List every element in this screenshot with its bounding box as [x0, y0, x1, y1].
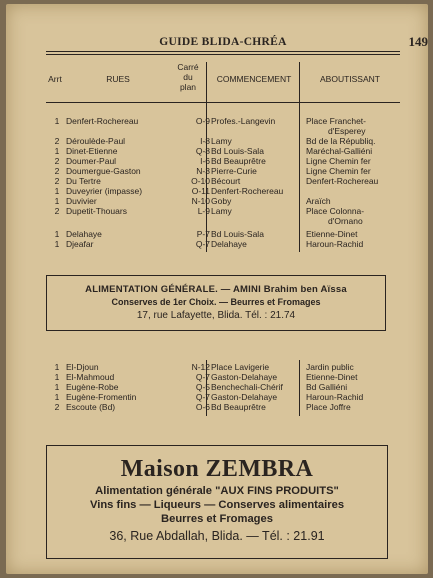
cell-aboutissant: Maréchal-Galliéni [306, 146, 373, 156]
table-row [46, 239, 400, 250]
col-carre-l2: du [183, 72, 193, 82]
ad1-products: Conserves de 1er Choix. — Beurres et Fromages [111, 297, 321, 307]
ad1-address: 17, rue Lafayette, Blida. Tél. : 21.74 [136, 310, 296, 321]
cell-arr: 2 [54, 156, 60, 166]
ad2-line1: Alimentation générale "AUX FINS PRODUITS" [95, 485, 339, 497]
cell-arr: 2 [54, 402, 60, 412]
cell-rue: Duveyrier (impasse) [66, 186, 143, 196]
cell-rue: Djeafar [66, 239, 94, 249]
cell-commencement: Goby [211, 196, 232, 206]
ad1-headline: ALIMENTATION GÉNÉRALE. — AMINI Brahim ben Aïssa [85, 284, 347, 295]
column-heading-rule [46, 102, 400, 103]
cell-commencement: Gaston-Delahaye [211, 392, 278, 402]
cell-commencement: Place Lavigerie [211, 362, 270, 372]
cell-commencement: Gaston-Delahaye [211, 372, 278, 382]
cell-rue: Déroulède-Paul [66, 136, 126, 146]
table-row [46, 402, 400, 413]
cell-arr: 1 [54, 229, 60, 239]
ad2-line3: Beurres et Fromages [161, 513, 273, 525]
cell-aboutissant: Place Colonna- [306, 206, 365, 216]
cell-arr: 1 [54, 382, 60, 392]
col-arrt: Arrt [48, 74, 62, 84]
cell-aboutissant: Haroun-Rachid [306, 392, 364, 402]
advertisement-amini [46, 275, 386, 331]
advertisement-zembra [46, 445, 388, 559]
cell-aboutissant: Place Joffre [306, 402, 351, 412]
cell-aboutissant: Ligne Chemin fer [306, 156, 371, 166]
cell-carre: P-7 [196, 229, 210, 239]
cell-carre: Q-5 [195, 382, 210, 392]
cell-rue: Eugène-Robe [66, 382, 119, 392]
col-commencement: COMMENCEMENT [216, 74, 292, 84]
cell-commencement: Bécourt [211, 176, 241, 186]
cell-carre: N-3 [196, 166, 210, 176]
cell-aboutissant-cont: d'Ornano [328, 216, 363, 226]
cell-carre: O-9 [195, 116, 210, 126]
cell-aboutissant: Jardin public [306, 362, 354, 372]
cell-arr: 1 [54, 392, 60, 402]
header-title: GUIDE BLIDA-CHRÉA [159, 36, 287, 48]
cell-carre: Q-7 [195, 392, 210, 402]
cell-carre: I-6 [200, 156, 210, 166]
cell-arr: 1 [54, 146, 60, 156]
ad2-address: 36, Rue Abdallah, Blida. — Tél. : 21.91 [109, 529, 325, 543]
cell-commencement: Pierre-Curie [211, 166, 257, 176]
cell-rue: Du Tertre [66, 176, 101, 186]
col-carre-l3: plan [179, 82, 197, 92]
ad2-line2: Vins fins — Liqueurs — Conserves alimentaires [89, 499, 345, 511]
cell-rue: Escoute (Bd) [66, 402, 116, 412]
cell-aboutissant: Ligne Chemin fer [306, 166, 371, 176]
cell-arr: 2 [54, 136, 60, 146]
cell-carre: O-11 [191, 186, 210, 196]
cell-commencement: Benchechali-Chérif [211, 382, 283, 392]
col-carre [171, 62, 205, 92]
cell-carre: Q-8 [195, 146, 210, 156]
cell-aboutissant: Denfert-Rochereau [306, 176, 379, 186]
cell-commencement: Bd Louis-Sala [211, 229, 264, 239]
cell-commencement: Profes.-Langevin [211, 116, 276, 126]
cell-arr: 1 [54, 196, 60, 206]
col-carre-l1: Carré [177, 62, 199, 72]
cell-aboutissant: Etienne-Dinet [306, 229, 358, 239]
cell-carre: Q-7 [195, 372, 210, 382]
cell-rue: El-Mahmoud [66, 372, 115, 382]
cell-rue: El-Djoun [66, 362, 99, 372]
cell-carre: O-6 [195, 402, 210, 412]
cell-aboutissant: Haroun-Rachid [306, 239, 364, 249]
cell-carre: L-9 [197, 206, 210, 216]
cell-aboutissant-cont: d'Esperey [328, 126, 366, 136]
cell-arr: 1 [54, 239, 60, 249]
cell-carre: O-10 [191, 176, 210, 186]
col-aboutissant: ABOUTISSANT [320, 74, 380, 84]
cell-commencement: Lamy [211, 136, 232, 146]
cell-arr: 2 [54, 206, 60, 216]
header-rule-2 [46, 54, 400, 55]
col-rues: RUES [106, 74, 130, 84]
cell-carre: Q-7 [195, 239, 210, 249]
cell-carre: N-12 [191, 362, 210, 372]
cell-rue: Doumer-Paul [66, 156, 117, 166]
cell-carre: N-10 [191, 196, 210, 206]
cell-rue: Duvivier [66, 196, 97, 206]
cell-arr: 1 [54, 116, 60, 126]
cell-commencement: Bd Beauprêtre [211, 156, 266, 166]
cell-rue: Doumergue-Gaston [66, 166, 141, 176]
cell-rue: Delahaye [66, 229, 102, 239]
cell-rue: Eugène-Fromentin [66, 392, 137, 402]
header-rule [46, 51, 400, 52]
cell-arr: 2 [54, 166, 60, 176]
cell-aboutissant: Araïch [306, 196, 331, 206]
cell-commencement: Bd Beauprêtre [211, 402, 266, 412]
ad2-title: Maison ZEMBRA [120, 456, 314, 482]
cell-rue: Dinet-Etienne [66, 146, 118, 156]
cell-commencement: Lamy [211, 206, 232, 216]
cell-aboutissant: Bd Galliéni [306, 382, 348, 392]
cell-aboutissant: Etienne-Dinet [306, 372, 358, 382]
cell-carre: I-8 [200, 136, 210, 146]
cell-rue: Denfert-Rochereau [66, 116, 139, 126]
cell-arr: 1 [54, 186, 60, 196]
cell-aboutissant: Bd de la Républiq. [306, 136, 376, 146]
cell-arr: 2 [54, 176, 60, 186]
page-number: 149 [408, 34, 428, 49]
cell-commencement: Delahaye [211, 239, 247, 249]
cell-commencement: Denfert-Rochereau [211, 186, 284, 196]
cell-arr: 1 [54, 372, 60, 382]
cell-rue: Dupetit-Thouars [66, 206, 127, 216]
cell-commencement: Bd Louis-Sala [211, 146, 264, 156]
cell-aboutissant: Place Franchet- [306, 116, 366, 126]
page [6, 4, 428, 574]
cell-arr: 1 [54, 362, 60, 372]
table-row-continuation [46, 216, 400, 227]
